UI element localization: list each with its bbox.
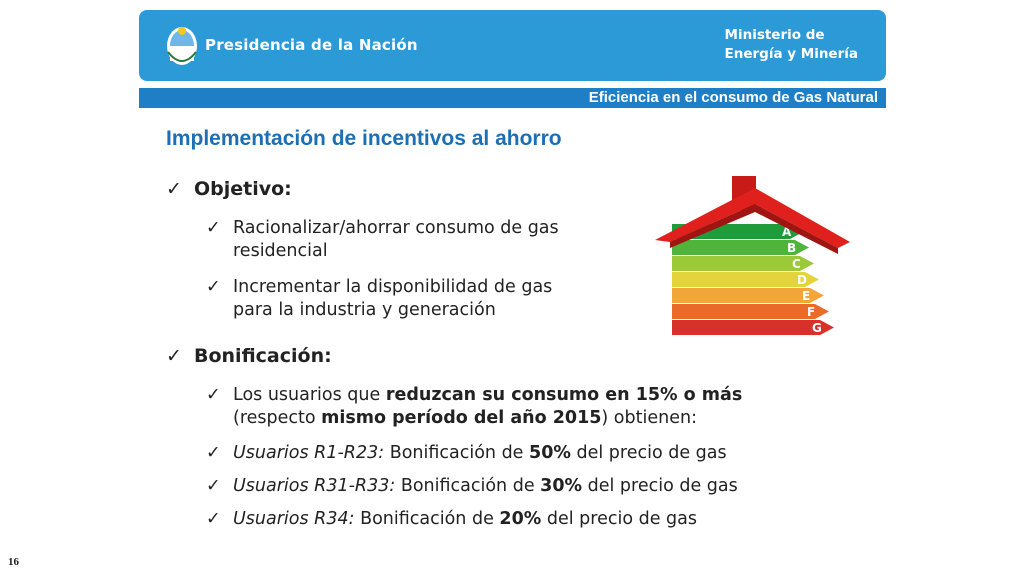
- tier-line: [233, 442, 727, 465]
- energy-bands: [672, 224, 834, 335]
- bonificacion-label: Bonificación:: [194, 345, 332, 367]
- intro-text-c: (respecto: [233, 408, 322, 428]
- tier-pre: Bonificación de: [354, 509, 500, 529]
- tier-users: Usuarios R1-R23:: [233, 443, 385, 463]
- argentina-seal-icon: [165, 22, 199, 70]
- tier-pre: Bonificación de: [384, 443, 530, 463]
- energy-band-g: [672, 320, 834, 335]
- tier-line: [233, 475, 738, 498]
- energy-band-label: C: [792, 257, 801, 271]
- page-number: 16: [8, 556, 19, 568]
- bonificacion-intro-line1: [233, 384, 742, 407]
- objetivo-item-line2: para la industria y generación: [233, 300, 496, 320]
- check-icon: ✓: [206, 476, 221, 496]
- tier-post: del precio de gas: [582, 476, 738, 496]
- org-right-line1: Ministerio de: [724, 27, 825, 43]
- org-right-line2: Energía y Minería: [724, 46, 858, 62]
- check-icon: ✓: [206, 218, 221, 238]
- check-icon: ✓: [166, 178, 182, 200]
- objetivo-item-line1: Racionalizar/ahorrar consumo de gas: [233, 218, 559, 238]
- energy-band-label: G: [812, 321, 822, 335]
- check-icon: ✓: [206, 277, 221, 297]
- energy-band-label: D: [797, 273, 807, 287]
- objetivo-heading: [166, 178, 292, 200]
- tier-pct: 20%: [499, 509, 542, 529]
- tier-users: Usuarios R34:: [233, 509, 355, 529]
- bonificacion-intro-line2: [233, 407, 742, 430]
- tier-line: [233, 508, 697, 531]
- tier-post: del precio de gas: [570, 443, 727, 463]
- tier-pct: 30%: [540, 476, 583, 496]
- objetivo-label: Objetivo:: [194, 178, 292, 200]
- bonificacion-tier: [206, 508, 697, 531]
- energy-band-f: [672, 304, 829, 319]
- intro-text-a: Los usuarios que: [233, 385, 386, 405]
- bonificacion-intro: [206, 384, 742, 430]
- energy-band-label: F: [807, 305, 816, 319]
- energy-rating-house-illustration: [650, 168, 860, 348]
- check-icon: ✓: [166, 345, 182, 367]
- section-banner-text: Eficiencia en el consumo de Gas Natural: [588, 89, 878, 106]
- section-banner: [139, 88, 886, 108]
- intro-text-d: mismo período del año 2015: [321, 408, 602, 428]
- bonificacion-tier: [206, 442, 727, 465]
- header-bar: [139, 10, 886, 81]
- tier-users: Usuarios R31-R33:: [233, 476, 396, 496]
- tier-pct: 50%: [529, 443, 571, 463]
- slide-title: Implementación de incentivos al ahorro: [166, 127, 562, 150]
- intro-text-e: ) obtienen:: [601, 408, 697, 428]
- org-left-name: Presidencia de la Nación: [205, 36, 418, 54]
- tier-post: del precio de gas: [541, 509, 697, 529]
- intro-text-b: reduzcan su consumo en 15% o más: [385, 385, 743, 405]
- bonificacion-heading: [166, 345, 332, 367]
- objetivo-item-line2: residencial: [233, 241, 328, 261]
- objetivo-item: [206, 276, 552, 322]
- energy-band-label: A: [782, 225, 792, 239]
- check-icon: ✓: [206, 509, 221, 529]
- bonificacion-tier: [206, 475, 738, 498]
- tier-pre: Bonificación de: [395, 476, 541, 496]
- check-icon: ✓: [206, 385, 221, 405]
- org-right-name: [725, 26, 858, 64]
- objetivo-item-line1: Incrementar la disponibilidad de gas: [233, 277, 553, 297]
- objetivo-item: [206, 217, 559, 263]
- energy-band-label: E: [802, 289, 811, 303]
- check-icon: ✓: [206, 443, 221, 463]
- energy-band-label: B: [787, 241, 797, 255]
